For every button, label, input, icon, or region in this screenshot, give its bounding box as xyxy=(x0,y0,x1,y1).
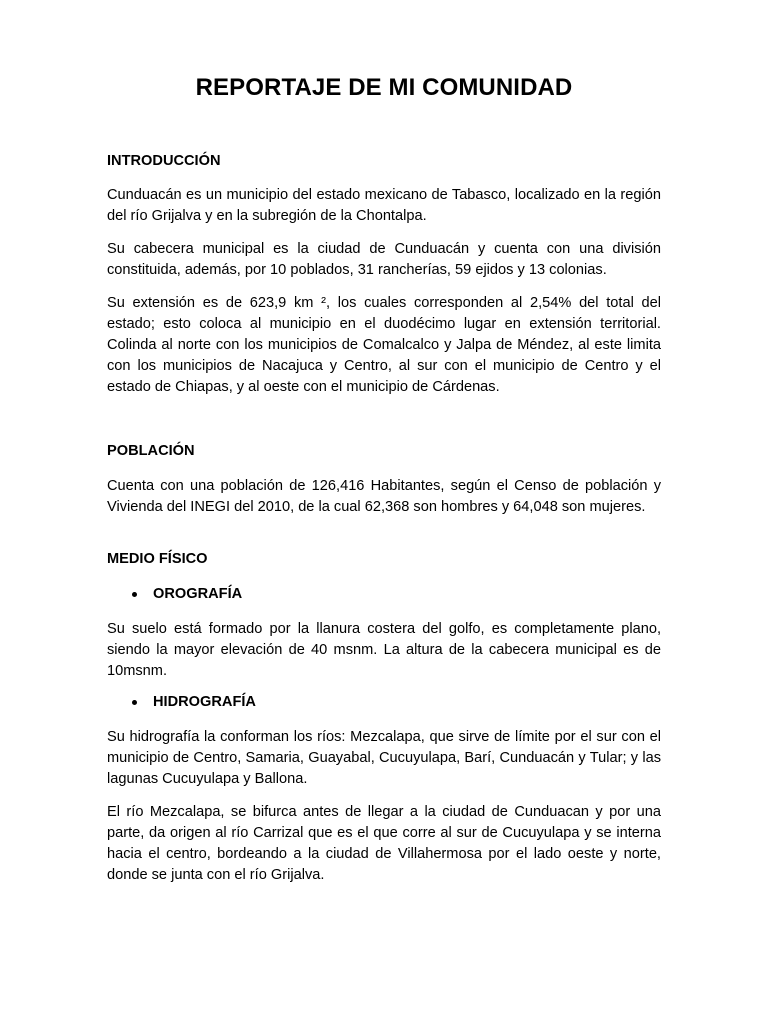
intro-paragraph-1: Cunduacán es un municipio del estado mexicano de Tabasco, localizado en la región del río Grijalva y en la subregión de la Chontalpa. xyxy=(107,187,661,224)
bullet-dot-icon xyxy=(132,700,137,705)
intro-paragraph-2: Su cabecera municipal es la ciudad de Cunduacán y cuenta con una división constituida, además, por 10 poblados, 31 rancherías, 59 ejidos y 13 colonias. xyxy=(107,241,661,278)
section-heading-medio-fisico: MEDIO FÍSICO xyxy=(107,551,208,567)
hidrografia-paragraph-1: Su hidrografía la conforman los ríos: Mezcalapa, que sirve de límite por el sur con el municipio de Centro, Samaria, Guayabal, Cucuyulapa, Barí, Cunduacán y Tular; y las lagunas Cucuyulapa y Ballona. xyxy=(107,729,661,787)
bullet-dot-icon xyxy=(132,592,137,597)
section-heading-introduccion: INTRODUCCIÓN xyxy=(107,153,221,169)
orografia-paragraph-1: Su suelo está formado por la llanura costera del golfo, es completamente plano, siendo la mayor elevación de 40 msnm. La altura de la cabecera municipal es de 10msnm. xyxy=(107,621,661,679)
intro-paragraph-3: Su extensión es de 623,9 km ², los cuales corresponden al 2,54% del total del estado; esto coloca al municipio en el duodécimo lugar en extensión territorial. Colinda al norte con los municipios de Comalcalco y Jalpa de Méndez, al este limita con los municipios de Nacajuca y Centro, al sur con el municipio de Centro y el estado de Chiapas, y al oeste con el municipio de Cárdenas. xyxy=(107,295,661,395)
poblacion-paragraph-1: Cuenta con una población de 126,416 Habitantes, según el Censo de población y Vivienda del INEGI del 2010, de la cual 62,368 son hombres y 64,048 son mujeres. xyxy=(107,478,661,515)
section-heading-poblacion: POBLACIÓN xyxy=(107,443,195,459)
hidrografia-paragraph-2: El río Mezcalapa, se bifurca antes de llegar a la ciudad de Cunduacan y por una parte, da origen al río Carrizal que es el que corre al sur de Cucuyulapa y se interna hacia el centro, bordeando a la ciudad de Villahermosa por el lado oeste y norte, donde se junta con el río Grijalva. xyxy=(107,804,661,883)
bullet-orografia xyxy=(107,586,242,602)
bullet-hidrografia xyxy=(107,694,256,710)
bullet-label-hidrografia: HIDROGRAFÍA xyxy=(153,694,256,710)
bullet-label-orografia: OROGRAFÍA xyxy=(153,586,243,602)
page-title: REPORTAJE DE MI COMUNIDAD xyxy=(195,74,573,101)
